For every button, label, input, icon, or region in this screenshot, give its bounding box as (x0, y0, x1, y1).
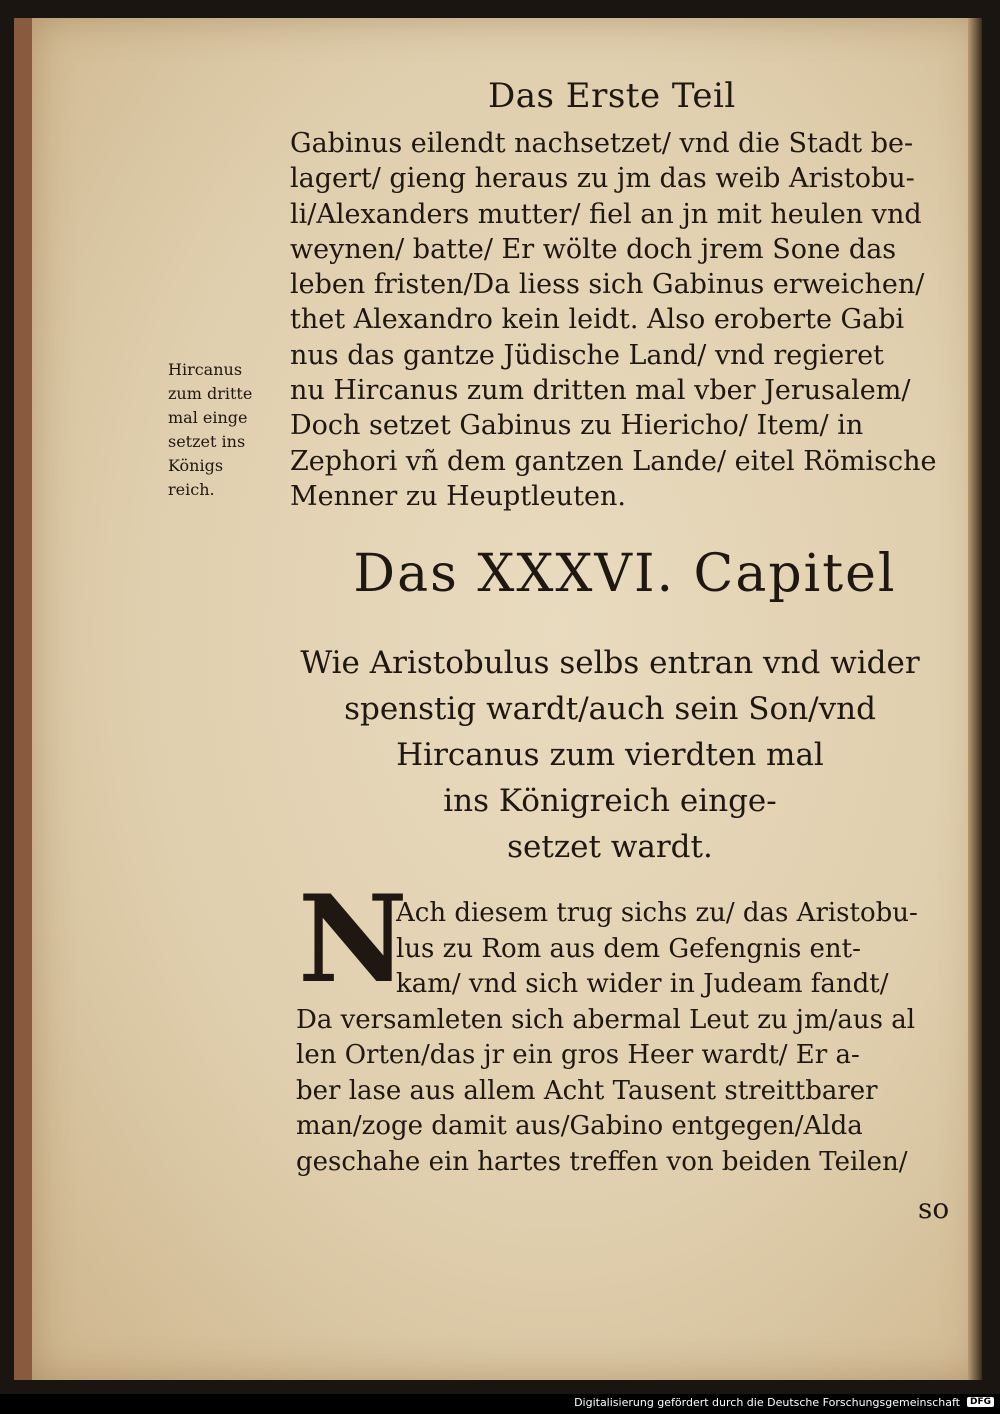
chapter-heading: Das XXXVI. Capitel (353, 544, 897, 604)
chapter-body-line: Ach diesem trug sichs zu/ das Aristobu- (396, 898, 918, 928)
body-line: Menner zu Heuptleuten. (290, 480, 626, 512)
body-line: leben fristen/Da liess sich Gabinus erweichen/ (290, 269, 925, 301)
body-line: Doch setzet Gabinus zu Hiericho/ Item/ in (290, 410, 864, 442)
margin-note-line: zum dritte (168, 384, 253, 403)
margin-note-line: Hircanus (168, 360, 243, 379)
chapter-summary-line: spenstig wardt/auch sein Son/vnd (344, 691, 876, 727)
decorated-initial: N (298, 869, 408, 1010)
body-line: Gabinus eilendt nachsetzet/ vnd die Stadt be- (290, 128, 914, 159)
chapter-body-line: Da versamleten sich abermal Leut zu jm/aus al (296, 1004, 916, 1035)
chapter-summary-line: Hircanus zum vierdten mal (396, 737, 824, 773)
chapter-body-line: kam/ vnd sich wider in Judeam fandt/ (396, 969, 889, 999)
chapter-body (296, 896, 964, 1180)
body-line: li/Alexanders mutter/ fiel an jn mit heulen vnd (290, 198, 922, 230)
page-edge (968, 18, 982, 1380)
body-line: lagert/ gieng heraus zu jm das weib Aristobu- (290, 163, 915, 195)
body-line: Zephori vñ dem gantzen Lande/ eitel Römische (290, 445, 937, 477)
margin-note-line: reich. (168, 480, 215, 499)
chapter-summary-line: ins Königreich einge- (443, 783, 777, 819)
running-head: Das Erste Teil (488, 76, 736, 116)
chapter-body-line: lus zu Rom aus dem Gefengnis ent- (396, 933, 861, 964)
dfg-logo: DFG (967, 1397, 994, 1407)
margin-note-line: setzet ins (168, 432, 246, 451)
margin-note (168, 358, 288, 502)
body-line: nu Hircanus zum dritten mal vber Jerusalem/ (290, 375, 911, 407)
body-line: nus das gantze Jüdische Land/ vnd regieret (290, 339, 884, 371)
footer-bar (0, 1394, 1000, 1414)
chapter-body-line: man/zoge damit aus/Gabino entgegen/Alda (296, 1111, 863, 1141)
chapter-body-line: ber lase aus allem Acht Tausent streittbarer (296, 1075, 878, 1106)
footer-credit: Digitalisierung gefördert durch die Deutsche Forschungsgemeinschaft (574, 1396, 960, 1409)
chapter-summary-line: setzet wardt. (507, 829, 713, 865)
body-line: weynen/ batte/ Er wölte doch jrem Sone das (290, 233, 897, 265)
body-text (290, 126, 970, 514)
body-line: thet Alexandro kein leidt. Also eroberte Gabi (290, 304, 905, 336)
chapter-body-line: geschahe ein hartes treffen von beiden Teilen/ (296, 1146, 908, 1177)
chapter-body-line: len Orten/das jr ein gros Heer wardt/ Er a- (296, 1040, 860, 1070)
chapter-summary (300, 640, 920, 870)
margin-note-line: mal einge (168, 408, 248, 427)
catchword: so (918, 1192, 950, 1225)
chapter-summary-line: Wie Aristobulus selbs entran vnd wider (300, 645, 920, 681)
margin-note-line: Königs (168, 456, 224, 475)
